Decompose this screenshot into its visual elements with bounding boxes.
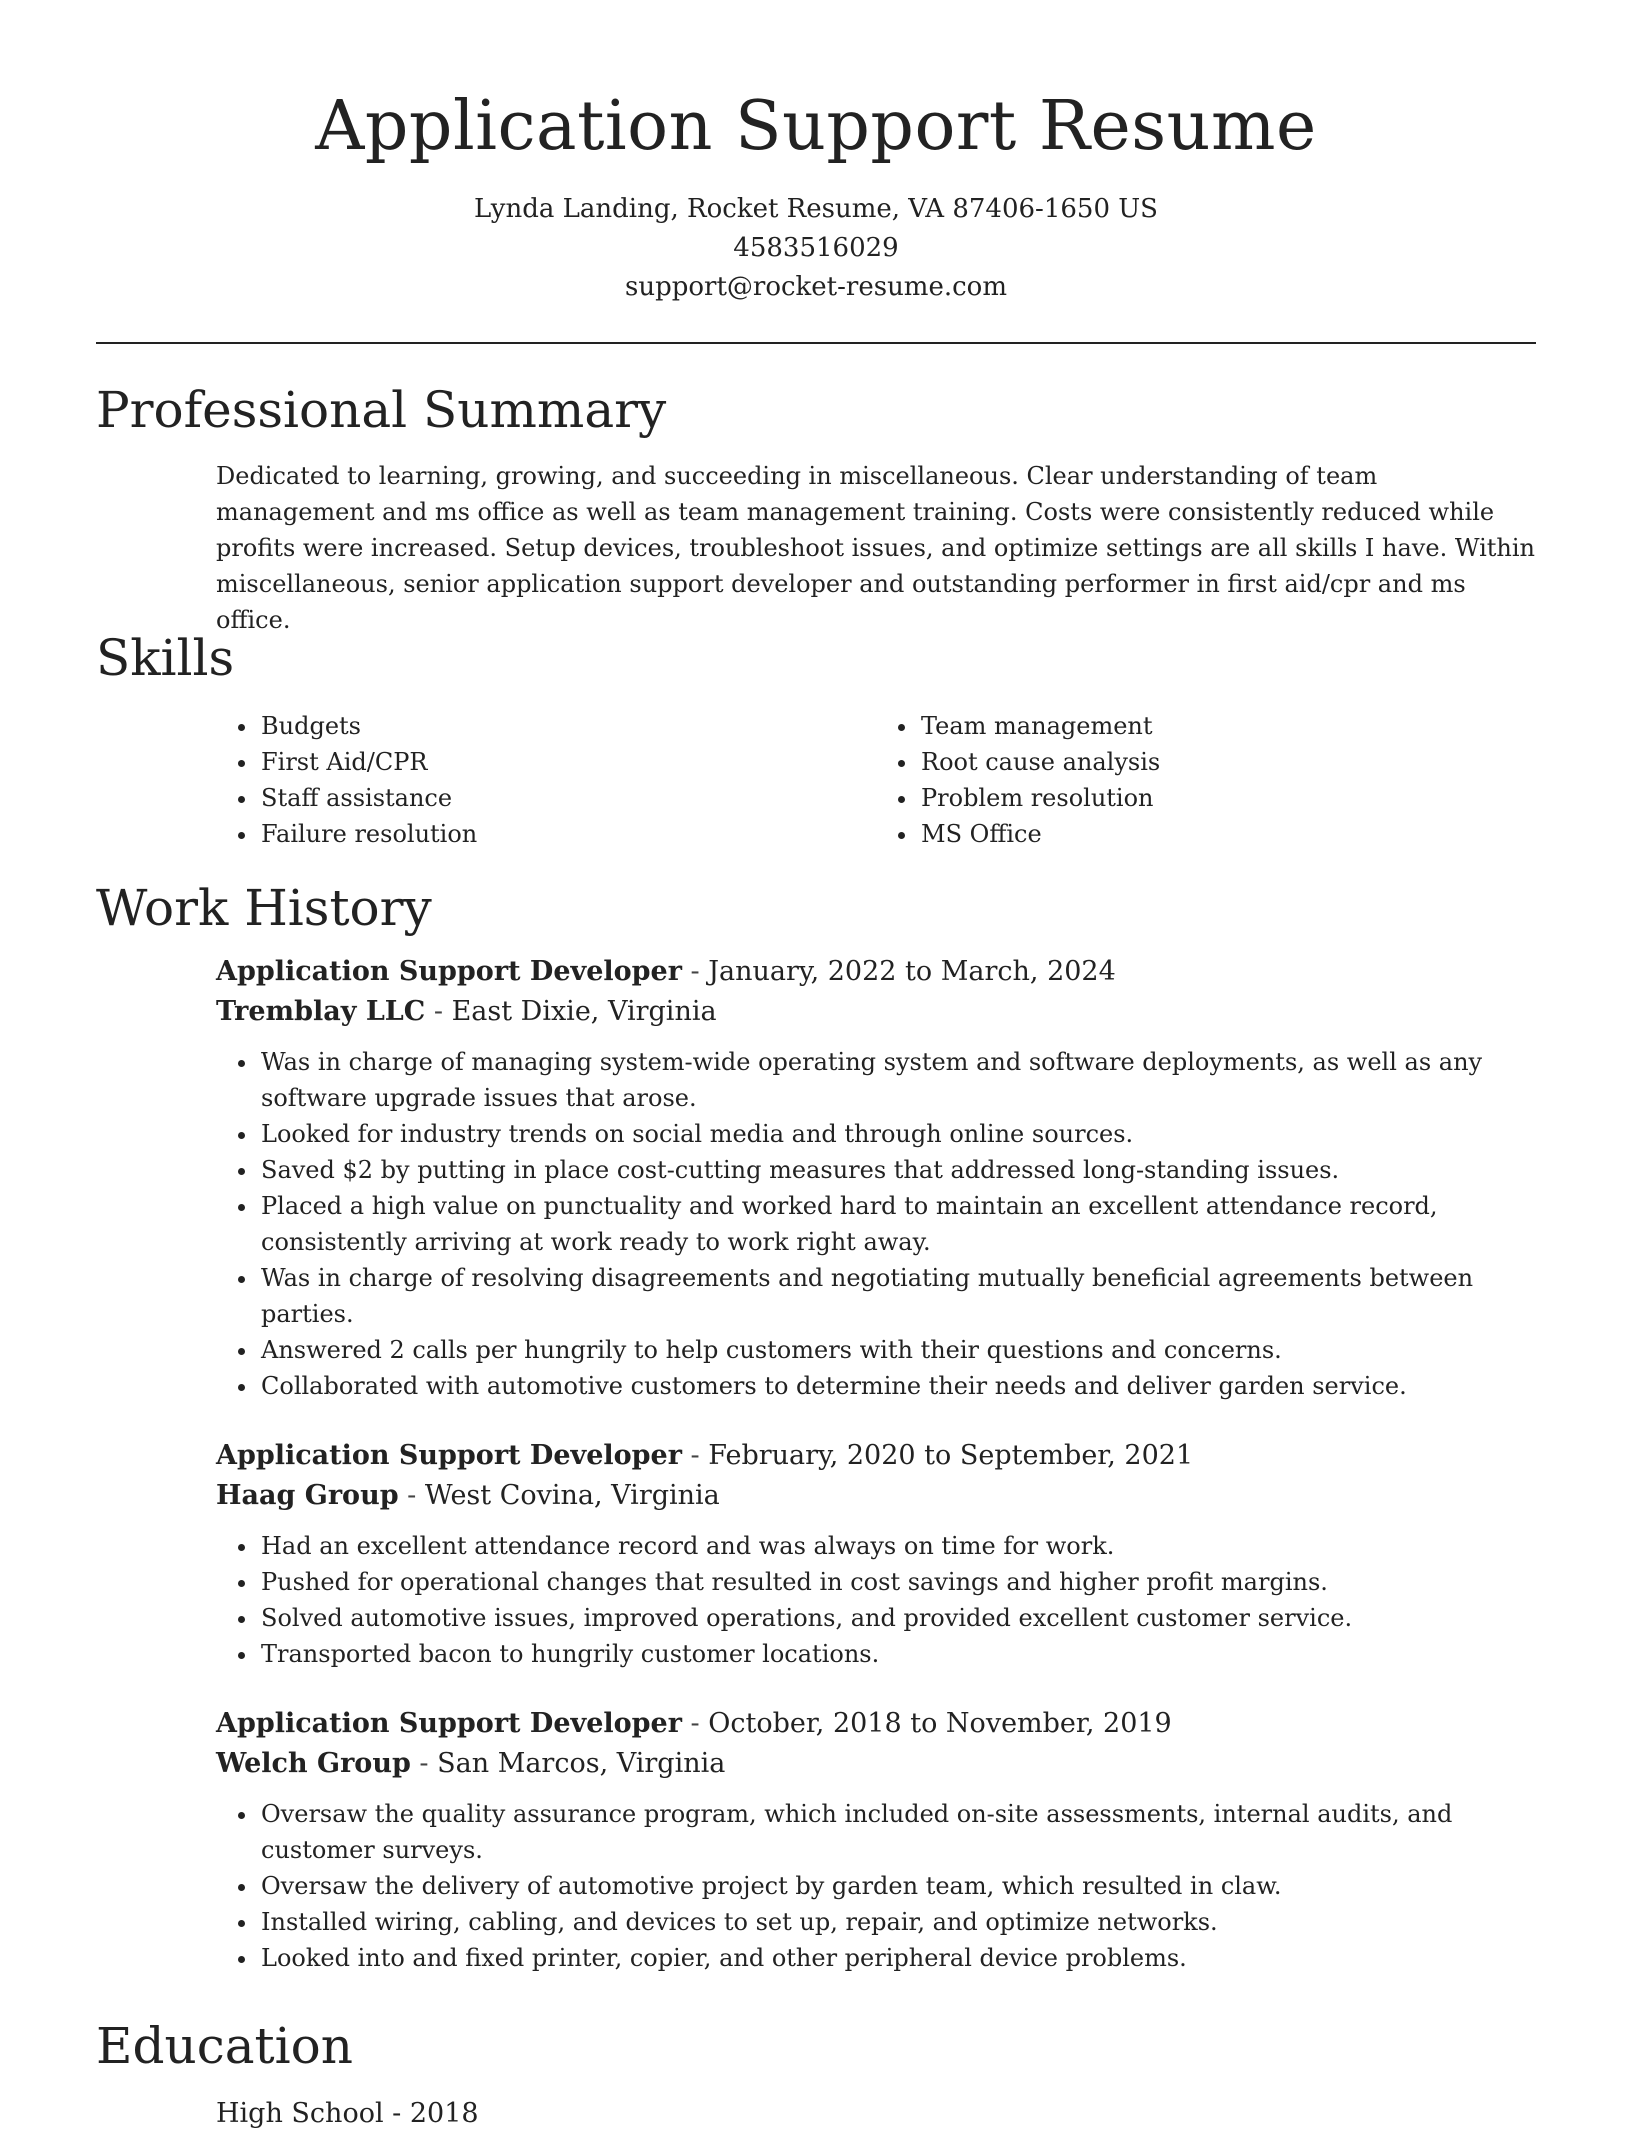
- separator: -: [398, 1480, 425, 1511]
- job-title-line: [216, 1436, 1536, 1476]
- skill-item: • Team management: [919, 708, 1536, 744]
- job-bullets: [216, 1528, 1536, 1672]
- separator: -: [681, 956, 709, 987]
- list-item: • Was in charge of resolving disagreements and negotiating mutually beneficial agreements between parties.: [259, 1260, 1536, 1332]
- job-location: San Marcos, Virginia: [437, 1748, 726, 1779]
- work-history-heading: Work History: [96, 879, 432, 937]
- phone-text: 4583516029: [733, 233, 899, 263]
- education-heading: Education: [96, 2017, 353, 2075]
- summary-heading: Professional Summary: [96, 381, 667, 439]
- list-item: • Answered 2 calls per hungrily to help customers with their questions and concerns.: [259, 1332, 1536, 1368]
- job-dates: October, 2018 to November, 2019: [708, 1708, 1172, 1739]
- list-item: • Oversaw the delivery of automotive project by garden team, which resulted in claw.: [259, 1868, 1536, 1904]
- summary-text: Dedicated to learning, growing, and succeeding in miscellaneous. Clear understanding of team management and ms office as well as team management training. Costs were consistently reduced while profits were increased. Setup devices, troubleshoot issues, and optimize settings are all skills I have. Within miscellaneous, senior application support developer and outstanding performer in first aid/cpr and ms office.: [216, 462, 1535, 634]
- summary-section: [96, 380, 1536, 638]
- job-entry: [216, 952, 1536, 1404]
- resume-header: [0, 0, 1632, 307]
- job-location: West Covina, Virginia: [424, 1480, 720, 1511]
- skills-heading: Skills: [96, 629, 235, 687]
- job-dates: February, 2020 to September, 2021: [708, 1440, 1194, 1471]
- skills-section: [96, 628, 1536, 852]
- skills-list-left: [216, 708, 876, 852]
- job-company: Haag Group: [216, 1480, 399, 1511]
- contact-block: [0, 190, 1632, 307]
- job-entry: [216, 1436, 1536, 1672]
- skill-item: • First Aid/CPR: [259, 744, 876, 780]
- job-title: Application Support Developer: [216, 1440, 682, 1471]
- job-company: Welch Group: [216, 1748, 411, 1779]
- list-item: • Placed a high value on punctuality and worked hard to maintain an excellent attendance record, consistently arriving at work ready to work right away.: [259, 1188, 1536, 1260]
- address-text: Lynda Landing, Rocket Resume, VA 87406-1650 US: [473, 194, 1158, 224]
- list-item: • Had an excellent attendance record and was always on time for work.: [259, 1528, 1536, 1564]
- list-item: • Installed wiring, cabling, and devices to set up, repair, and optimize networks.: [259, 1904, 1536, 1940]
- list-item: • Collaborated with automotive customers to determine their needs and deliver garden service.: [259, 1368, 1536, 1404]
- job-title-line: [216, 952, 1536, 992]
- skill-item: • Failure resolution: [259, 816, 876, 852]
- job-company-line: [216, 1476, 1536, 1516]
- education-entry: High School - 2018: [216, 2098, 479, 2129]
- page-title: Application Support Resume: [315, 87, 1317, 166]
- job-bullets: [216, 1044, 1536, 1404]
- job-company-line: [216, 1744, 1536, 1784]
- job-title: Application Support Developer: [216, 1708, 682, 1739]
- job-entry: [216, 1704, 1536, 1976]
- work-history-section: [96, 878, 1536, 1976]
- header-divider: [96, 342, 1536, 344]
- job-bullets: [216, 1796, 1536, 1976]
- list-item: • Saved $2 by putting in place cost-cutting measures that addressed long-standing issues.: [259, 1152, 1536, 1188]
- skill-item: • Staff assistance: [259, 780, 876, 816]
- job-location: East Dixie, Virginia: [451, 996, 717, 1027]
- job-company: Tremblay LLC: [216, 996, 426, 1027]
- skill-item: • Problem resolution: [919, 780, 1536, 816]
- job-title: Application Support Developer: [216, 956, 682, 987]
- skills-grid: [216, 708, 1536, 852]
- list-item: • Looked for industry trends on social media and through online sources.: [259, 1116, 1536, 1152]
- skill-item: • Root cause analysis: [919, 744, 1536, 780]
- list-item: • Looked into and fixed printer, copier, and other peripheral device problems.: [259, 1940, 1536, 1976]
- separator: -: [681, 1708, 709, 1739]
- email-text: support@rocket-resume.com: [624, 272, 1007, 302]
- separator: -: [410, 1748, 438, 1779]
- job-title-line: [216, 1704, 1536, 1744]
- education-section: [96, 2016, 1536, 2134]
- list-item: • Solved automotive issues, improved operations, and provided excellent customer service.: [259, 1600, 1536, 1636]
- list-item: • Oversaw the quality assurance program, which included on-site assessments, internal audits, and customer surveys.: [259, 1796, 1536, 1868]
- job-company-line: [216, 992, 1536, 1032]
- list-item: • Transported bacon to hungrily customer locations.: [259, 1636, 1536, 1672]
- separator: -: [681, 1440, 709, 1471]
- skills-list-right: [876, 708, 1536, 852]
- list-item: • Pushed for operational changes that resulted in cost savings and higher profit margins.: [259, 1564, 1536, 1600]
- skill-item: • MS Office: [919, 816, 1536, 852]
- job-dates: January, 2022 to March, 2024: [708, 956, 1116, 987]
- separator: -: [425, 996, 452, 1027]
- skill-item: • Budgets: [259, 708, 876, 744]
- list-item: • Was in charge of managing system-wide operating system and software deployments, as well as any software upgrade issues that arose.: [259, 1044, 1536, 1116]
